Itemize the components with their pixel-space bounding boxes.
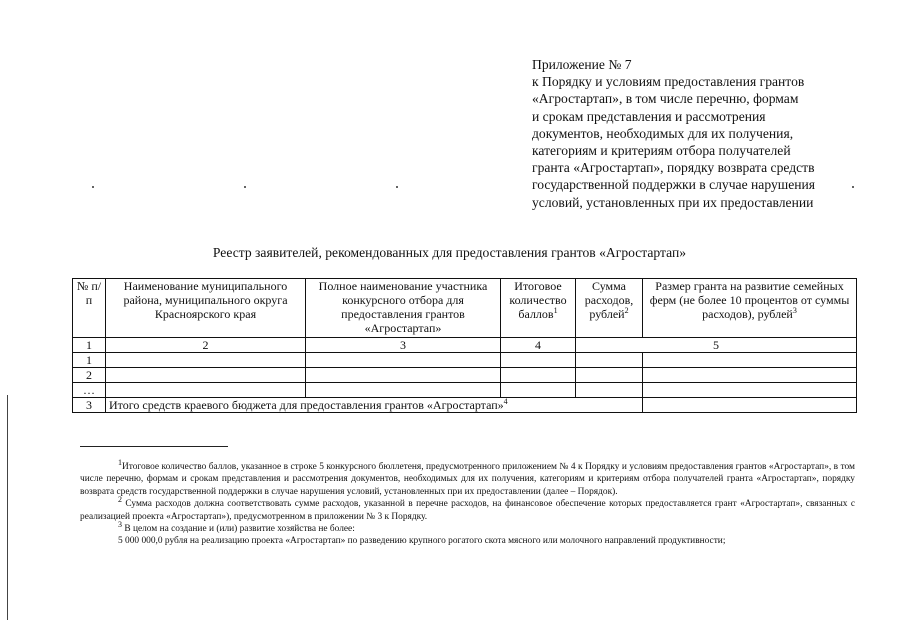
header-num: № п/п (73, 279, 106, 338)
appendix-block (532, 56, 882, 211)
table-header-row (73, 279, 857, 338)
appendix-line: государственной поддержки в случае нарушения (532, 177, 816, 193)
cell (501, 368, 576, 383)
footnote-3-line: 5 000 000,0 рубля на реализацию проекта «Агростартап» по разведению крупного рогатого скота мясного или молочного направлений продуктивности; (118, 536, 726, 547)
appendix-line: документов, необходимых для их получения, (532, 125, 794, 141)
header-district: Наименование муниципального района, муниципального округа Красноярского края (106, 279, 306, 338)
cell (501, 383, 576, 398)
scan-speck (852, 186, 854, 188)
total-label: Итого средств краевого бюджета для предоставления грантов «Агростартап»$^4$ (106, 398, 643, 413)
appendix-line: «Агростартап», в том числе перечню, формам (532, 91, 799, 107)
footnote-1: $^1$Итоговое количество баллов, указанное в строке 5 конкурсного бюллетеня, предусмотренного приложением № 4 к Порядку и условиям предоставления грантов «Агростартап», в том числе перечню, формам и срокам представления и рассмотрения документов, необходимых для их получения, категориям и критериям отбора получателей гранта «Агростартап», порядку возврата средств государственной поддержки в случае нарушения условий, установленных при их предоставлении (далее – Порядок). (80, 457, 855, 497)
scan-speck (244, 186, 246, 188)
appendix-line: к Порядку и условиям предоставления грантов (532, 74, 805, 90)
total-value (643, 398, 857, 413)
footnote-3: $^3$ В целом на создание и (или) развитие хозяйства не более: (118, 519, 355, 535)
cell (306, 368, 501, 383)
header-score: Итоговое количество баллов$^1$ (501, 279, 576, 338)
cell (306, 383, 501, 398)
cell (576, 383, 643, 398)
cell (306, 353, 501, 368)
header-participant: Полное наименование участника конкурсного отбора для предоставления грантов «Агростартап» (306, 279, 501, 338)
appendix-line: условий, установленных при их предоставлении (532, 194, 814, 210)
total-row (73, 398, 857, 413)
table-row (73, 353, 857, 368)
table-row (73, 383, 857, 398)
footnote-separator (80, 446, 228, 447)
row-number: … (73, 383, 106, 398)
cell (106, 353, 306, 368)
cell (643, 383, 857, 398)
appendix-line: категориям и критериям отбора получателей (532, 143, 791, 159)
scan-speck (92, 186, 94, 188)
column-number: 2 (106, 338, 306, 353)
cell (106, 368, 306, 383)
column-number: 1 (73, 338, 106, 353)
appendix-line: гранта «Агростартап», порядку возврата средств (532, 160, 815, 176)
column-number-row (73, 338, 857, 353)
cell (576, 368, 643, 383)
footnote-2: $^2$ Сумма расходов должна соответствовать сумме расходов, указанной в перечне расходов, на финансовое обеспечение которых предоставляется грант «Агростартап», связанных с реализацией проекта «Агростартап»), предусмотренном в приложении № 3 к Порядку. (80, 495, 856, 522)
column-number: 5 (576, 338, 857, 353)
footnotes (80, 457, 856, 548)
registry-title: Реестр заявителей, рекомендованных для предоставления грантов «Агростартап» (212, 245, 687, 260)
column-number: 4 (501, 338, 576, 353)
header-grant: Размер гранта на развитие семейных ферм (не более 10 процентов от суммы расходов), рублей$^3$ (643, 279, 857, 338)
appendix-line: Приложение № 7 (532, 57, 632, 72)
scan-speck (396, 186, 398, 188)
registry-table (72, 278, 857, 413)
scan-margin-line (7, 395, 8, 620)
cell (501, 353, 576, 368)
table-row (73, 368, 857, 383)
header-expenses: Сумма расходов, рублей$^2$ (576, 279, 643, 338)
column-number: 3 (306, 338, 501, 353)
cell (643, 368, 857, 383)
total-num: 3 (73, 398, 106, 413)
appendix-line: и срокам представления и рассмотрения (532, 108, 766, 124)
row-number: 1 (73, 353, 106, 368)
cell (643, 353, 857, 368)
row-number: 2 (73, 368, 106, 383)
cell (106, 383, 306, 398)
cell (576, 353, 643, 368)
